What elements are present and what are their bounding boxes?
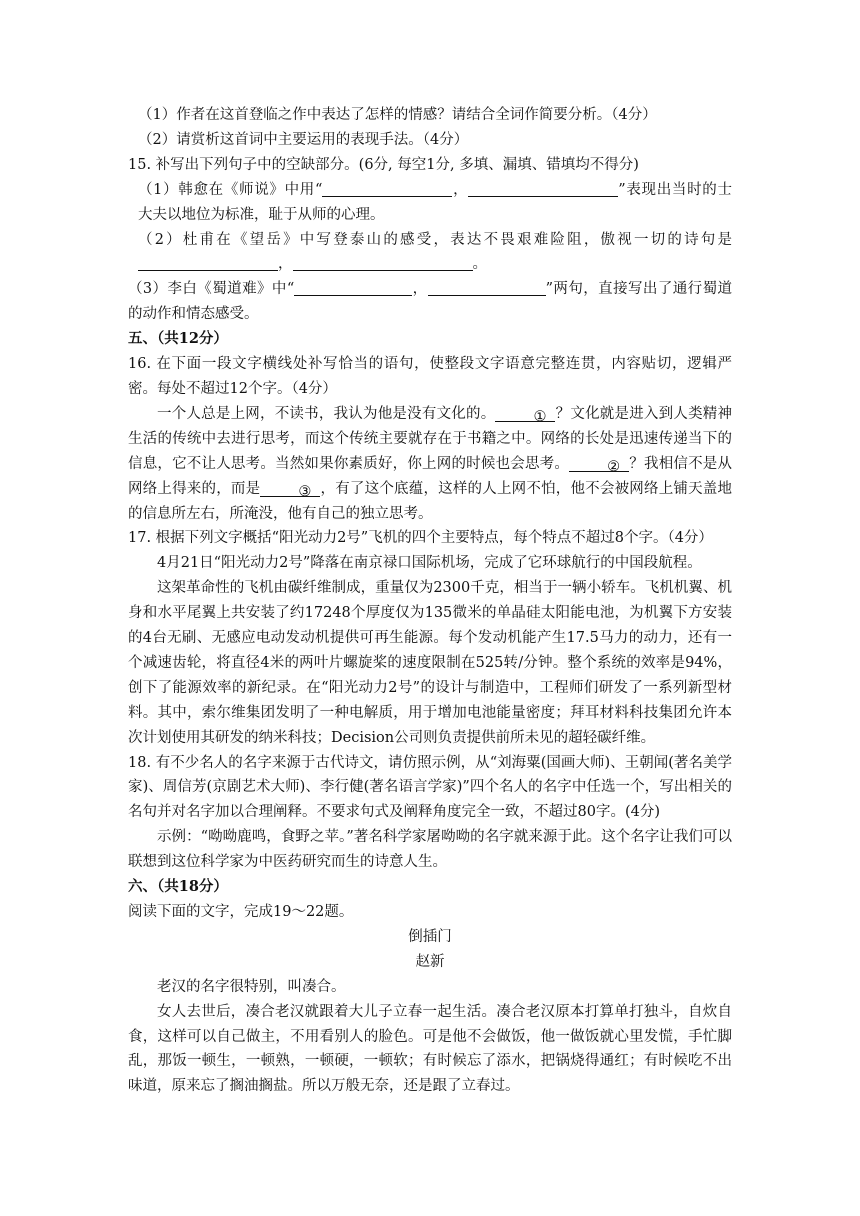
q15-sub2: （2）杜甫在《望岳》中写登泰山的感受，表达不畏艰难险阻，傲视一切的诗句是， 。 (138, 231, 732, 273)
reading-instruction: 阅读下面的文字，完成19～22题。 (128, 904, 354, 920)
answer-blank (294, 279, 412, 296)
q16-passage: 一个人总是上网，不读书，我认为他是没有文化的。 ① ？文化就是进入到人类精神生活的传统中去进行思考，而这个传统主要就存在于书籍之中。网络的长处是迅速传递当下的信息，它不让人思考。当然如果你素质好，你上网的时候也会思考。 ② ？我相信不是从网络上得来的，而是 ③ ，有了这个底蕴，这样的人上网不怕，他不会被网络上铺天盖地的信息所左右，所淹没，他有自己的独立思考。 (128, 405, 733, 522)
section-heading-5: 五、（共12分） (128, 330, 228, 348)
answer-blank (293, 254, 473, 271)
q14-sub2: （2）请赏析这首词中主要运用的表现手法。（4分） (138, 131, 469, 148)
q18-prompt: 18. 有不少名人的名字来源于古代诗文，请仿照示例，从“刘海粟(国画大师)、王朝闻(著名美学家)、周信芳(京剧艺术大师)、李行健(著名语言学家)”四个名人的名字中任选一个，写出相关的名句并对名字加以合理阐释。不要求句式及阐释角度完全一致，不超过80字。(4分) (128, 754, 732, 821)
q17-prompt: 17. 根据下列文字概括“阳光动力2号”飞机的四个主要特点，每个特点不超过8个字。（4分） (128, 530, 713, 547)
answer-blank (428, 279, 546, 296)
q15-sub1: （1）韩愈在《师说》中用“ ， ”表现出当时的士大夫以地位为标准，耻于从师的心理。 (138, 181, 732, 223)
q17-para1: 4月21日“阳光动力2号”降落在南京禄口国际机场，完成了它环球航行的中国段航程。 (157, 555, 702, 572)
story-para1: 老汉的名字很特别，叫凑合。 (157, 978, 346, 995)
q15-prompt: 15. 补写出下列句子中的空缺部分。(6分, 每空1分, 多填、漏填、错填均不得分) (128, 156, 639, 173)
answer-blank: ① (495, 405, 555, 422)
q16-prompt: 16. 在下面一段文字横线处补写恰当的语句，使整段文字语意完整连贯，内容贴切，逻辑严密。每处不超过12个字。（4分） (128, 356, 732, 397)
story-para2: 女人去世后，凑合老汉就跟着大儿子立春一起生活。凑合老汉原本打算单打独斗，自炊自食，这样可以自己做主，不用看别人的脸色。可是他不会做饭，他一做饭就心里发慌，手忙脚乱，那饭一顿生，一顿熟，一顿硬，一顿软；有时候忘了添水，把锅烧得通红；有时候吃不出味道，原来忘了搁油搁盐。所以万般无奈，还是跟了立春过。 (128, 1003, 732, 1095)
answer-blank: ③ (260, 480, 320, 497)
q18-example: 示例：“呦呦鹿鸣，食野之苹。”著名科学家屠呦呦的名字就来源于此。这个名字让我们可以联想到这位科学家为中医药研究而生的诗意人生。 (128, 829, 732, 871)
answer-blank (138, 254, 278, 271)
story-author: 赵新 (415, 953, 445, 970)
story-title: 倒插门 (408, 928, 452, 945)
answer-blank: ② (569, 455, 629, 472)
q14-sub1: （1）作者在这首登临之作中表达了怎样的情感？请结合全词作简要分析。（4分） (138, 107, 657, 123)
answer-blank (322, 180, 452, 197)
q17-para2: 这架革命性的飞机由碳纤维制成，重量仅为2300千克，相当于一辆小轿车。飞机机翼、机身和水平尾翼上共安装了约17248个厚度仅为135微米的单晶硅太阳能电池，为机翼下方安装的4台无刷、无感应电动发动机提供可再生能源。每个发动机能产生17.5马力的动力，还有一个减速齿轮，将直径4米的两叶片螺旋桨的速度限制在525转/分钟。整个系统的效率是94%，创下了能源效率的新纪录。在“阳光动力2号”的设计与制造中，工程师们研发了一系列新型材料。其中，索尔维集团发明了一种电解质，用于增加电池能量密度；拜耳材料科技集团允许本次计划使用其研发的纳米科技；Decision公司则负责提供前所未见的超轻碳纤维。 (128, 580, 732, 746)
answer-blank (468, 180, 618, 197)
section-heading-6: 六、（共18分） (128, 878, 228, 896)
q15-sub3: （3）李白《蜀道难》中“ ， ”两句，直接写出了通行蜀道的动作和情态感受。 (128, 281, 732, 323)
